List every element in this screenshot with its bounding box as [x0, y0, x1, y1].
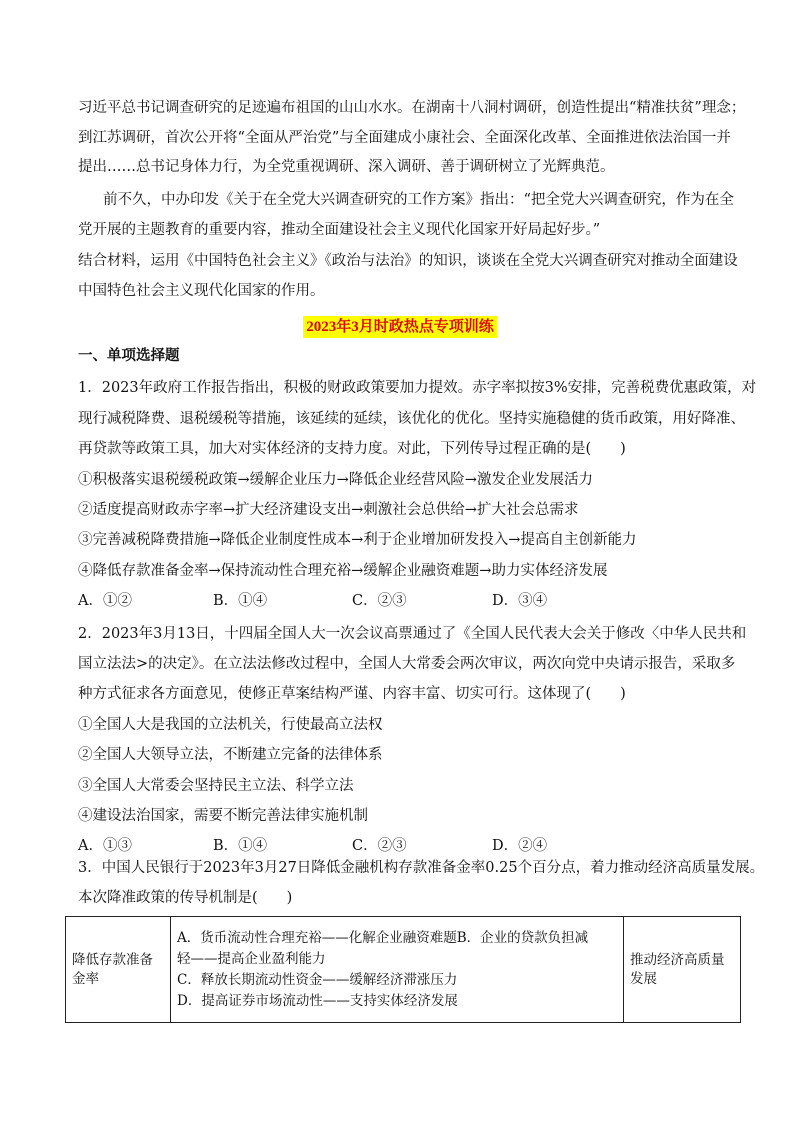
passage-line: 党开展的主题教育的重要内容，推动全面建设社会主义现代化国家开好局起好步。”	[78, 222, 601, 238]
table-option-line[interactable]: 轻——提高企业盈利能力	[177, 950, 326, 967]
q1-stem-line: 再贷款等政策工具，加大对实体经济的支持力度。对此，下列传导过程正确的是( )	[78, 441, 626, 457]
q1-option-a[interactable]: A．①②	[78, 593, 132, 609]
page-title: 2023年3月时政热点专项训练	[303, 316, 497, 338]
q1-option-b[interactable]: B．①④	[213, 593, 268, 609]
q3-stem-line: 本次降准政策的传导机制是( )	[78, 890, 293, 906]
section-title-wrap	[0, 316, 800, 338]
q2-statement: ④建设法治国家，需要不断完善法律实施机制	[78, 808, 368, 824]
passage-line: 习近平总书记调查研究的足迹遍布祖国的山山水水。在湖南十八洞村调研，创造性提出“精准扶贫”理念；	[78, 100, 746, 116]
q1-statement: ①积极落实退税缓税政策→缓解企业压力→降低企业经营风险→激发企业发展活力	[78, 472, 593, 488]
q1-option-c[interactable]: C．②③	[352, 593, 407, 609]
q3-stem-line: 3．中国人民银行于2023年3月27日降低金融机构存款准备金率0.25个百分点，着力推动经济高质量发展。	[78, 860, 765, 876]
q2-option-c[interactable]: C．②③	[352, 838, 407, 854]
q1-option-d[interactable]: D．③④	[492, 593, 548, 609]
q1-stem-line: 1．2023年政府工作报告指出，积极的财政政策要加力提效。赤字率拟按3%安排，完善税费优惠政策，对	[78, 380, 757, 396]
q1-statement: ③完善减税降费措施→降低企业制度性成本→利于企业增加研发投入→提高自主创新能力	[78, 532, 637, 548]
q2-statement: ②全国人大领导立法，不断建立完备的法律体系	[78, 747, 383, 763]
passage-line: 提出……总书记身体力行，为全党重视调研、深入调研、善于调研树立了光辉典范。	[78, 159, 615, 175]
passage-line: 到江苏调研，首次公开将“全面从严治党”与全面建成小康社会、全面深化改革、全面推进依法治国一并	[78, 130, 731, 146]
passage-line: 前不久，中办印发《关于在全党大兴调查研究的工作方案》指出：“把全党大兴调查研究，作为在全	[103, 192, 734, 208]
question-prompt: 结合材料，运用《中国特色社会主义》《政治与法治》的知识，谈谈在全党大兴调查研究对推动全面建设	[78, 253, 738, 269]
q1-statement: ④降低存款准备金率→保持流动性合理充裕→缓解企业融资难题→助力实体经济发展	[78, 563, 608, 579]
q1-statement: ②适度提高财政赤字率→扩大经济建设支出→刺激社会总供给→扩大社会总需求	[78, 502, 579, 518]
q1-stem-line: 现行减税降费、退税缓税等措施，该延续的延续，该优化的优化。坚持实施稳健的货币政策，用好降准、	[78, 411, 745, 427]
q2-stem-line: 国立法法>的决定》。在立法法修改过程中，全国人大常委会两次审议，两次向党中央请示报告，采取多	[78, 656, 736, 672]
q2-option-b[interactable]: B．①④	[213, 838, 268, 854]
q3-mechanism-table	[65, 916, 741, 1023]
q2-option-a[interactable]: A．①③	[78, 838, 132, 854]
q2-stem-line: 种方式征求各方面意见，使修正草案结构严谨、内容丰富、切实可行。这体现了( )	[78, 686, 626, 702]
section-heading: 一、单项选择题	[78, 348, 180, 364]
q2-stem-line: 2．2023年3月13日，十四届全国人大一次会议高票通过了《全国人民代表大会关于修改〈中华人民共和	[78, 626, 747, 642]
table-cell-cause: 降低存款准备金率	[66, 917, 171, 1023]
question-prompt: 中国特色社会主义现代化国家的作用。	[78, 283, 325, 299]
table-cell-effect: 推动经济高质量发展	[624, 917, 741, 1023]
table-cell-options	[171, 917, 624, 1023]
q2-statement: ③全国人大常委会坚持民主立法、科学立法	[78, 778, 354, 794]
q2-statement: ①全国人大是我国的立法机关，行使最高立法权	[78, 717, 383, 733]
table-option-line[interactable]: C．释放长期流动性资金——缓解经济滞涨压力	[177, 971, 458, 988]
table-option-line[interactable]: D．提高证券市场流动性——支持实体经济发展	[177, 992, 458, 1009]
table-option-line[interactable]: A．货币流动性合理充裕——化解企业融资难题B．企业的贷款负担减	[177, 929, 589, 946]
q2-option-d[interactable]: D．②④	[492, 838, 548, 854]
